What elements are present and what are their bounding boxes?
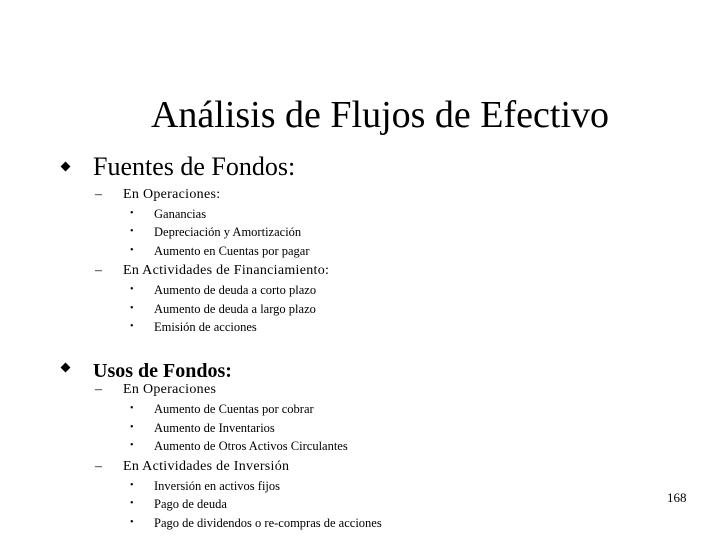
bullet-marker: • <box>130 226 134 237</box>
list-item-text: Aumento en Cuentas por pagar <box>154 244 310 258</box>
list-item-text: Aumento de Otros Activos Circulantes <box>154 439 348 453</box>
list-item-text: Inversión en activos fijos <box>154 479 281 493</box>
bullet-marker: • <box>130 422 134 433</box>
list-item-text: Aumento de deuda a corto plazo <box>154 283 317 297</box>
list-item-text: Ganancias <box>154 207 207 221</box>
group-label: En Operaciones: <box>123 187 221 202</box>
bullet-marker: • <box>130 321 134 332</box>
bullet-marker: • <box>130 245 134 256</box>
group-label: En Actividades de Inversión <box>123 459 290 474</box>
list-item-text: Emisión de acciones <box>154 320 257 334</box>
dash-marker: – <box>95 459 102 474</box>
dash-marker: – <box>95 382 102 397</box>
dash-marker: – <box>95 263 102 278</box>
list-item-text: Pago de dividendos o re-compras de acciones <box>154 516 382 530</box>
dash-marker: – <box>95 187 102 202</box>
bullet-marker: • <box>130 517 134 528</box>
list-item-text: Pago de deuda <box>154 497 227 511</box>
bullet-marker: • <box>130 498 134 509</box>
bullet-marker: • <box>130 403 134 414</box>
section-label: Fuentes de Fondos: <box>93 152 296 181</box>
list-item-text: Aumento de deuda a largo plazo <box>154 302 316 316</box>
bullet-marker: • <box>130 480 134 491</box>
section-label: Usos de Fondos: <box>93 360 232 382</box>
bullet-marker: • <box>130 208 134 219</box>
diamond-bullet-icon <box>61 363 71 373</box>
bullet-marker: • <box>130 303 134 314</box>
diamond-bullet-icon <box>61 162 71 172</box>
slide-title: Análisis de Flujos de Efectivo <box>150 94 610 136</box>
page-number: 168 <box>667 490 687 505</box>
bullet-marker: • <box>130 284 134 295</box>
group-label: En Actividades de Financiamiento: <box>123 263 330 278</box>
group-label: En Operaciones <box>123 382 217 397</box>
bullet-marker: • <box>130 440 134 451</box>
list-item-text: Aumento de Cuentas por cobrar <box>154 402 314 416</box>
list-item-text: Aumento de Inventarios <box>154 421 275 435</box>
list-item-text: Depreciación y Amortización <box>154 225 302 239</box>
